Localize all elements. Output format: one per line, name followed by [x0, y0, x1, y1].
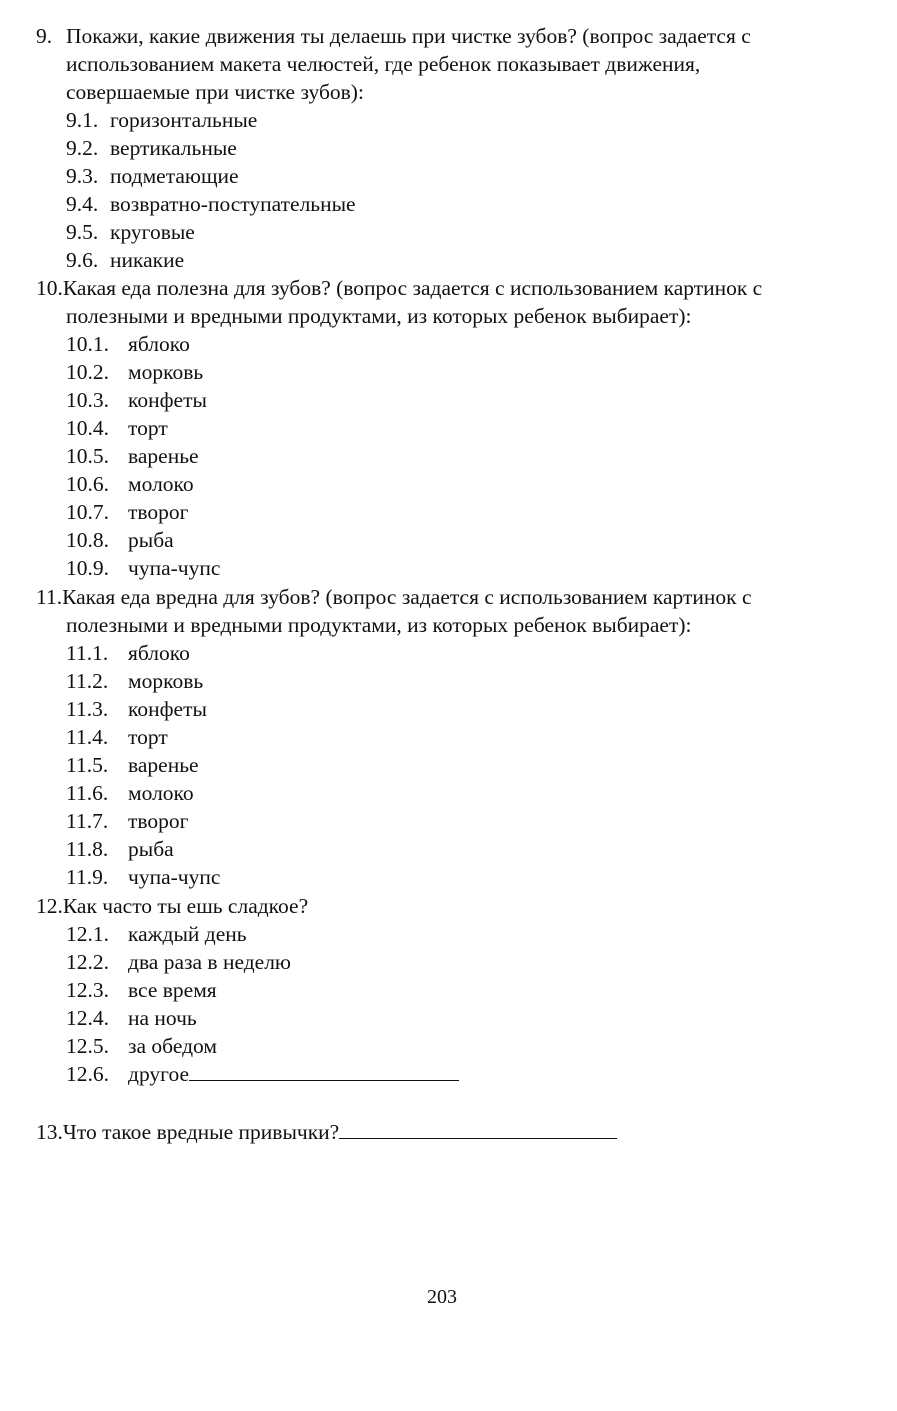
option-11-4	[66, 723, 168, 751]
option-text: круговые	[110, 220, 195, 244]
option-text: два раза в неделю	[128, 950, 291, 974]
question-number: 13.	[36, 1120, 63, 1144]
option-text: подметающие	[110, 164, 239, 188]
option-10-9	[66, 554, 220, 582]
option-10-8	[66, 526, 174, 554]
option-9-6	[66, 246, 184, 274]
option-number: 10.8.	[66, 528, 109, 552]
option-number: 11.3.	[66, 697, 109, 721]
option-text: рыба	[128, 528, 174, 552]
option-9-1	[66, 106, 257, 134]
option-text: чупа-чупс	[128, 865, 221, 889]
option-10-3	[66, 386, 207, 414]
answer-blank-line[interactable]	[189, 1060, 459, 1081]
option-text: чупа-чупс	[128, 556, 221, 580]
option-10-5	[66, 442, 199, 470]
option-number: 10.3.	[66, 388, 109, 412]
question-9-line-1	[36, 22, 751, 50]
option-text: вертикальные	[110, 136, 237, 160]
question-12-line-1	[36, 892, 308, 920]
option-10-4	[66, 414, 168, 442]
option-number: 10.7.	[66, 500, 109, 524]
option-12-3	[66, 976, 217, 1004]
option-12-6	[66, 1060, 459, 1088]
option-text: на ночь	[128, 1006, 197, 1030]
option-9-4	[66, 190, 356, 218]
question-text: Какая еда вредна для зубов? (вопрос задается с использованием картинок с	[62, 585, 752, 609]
option-text: яблоко	[128, 332, 190, 356]
question-9-line-3: совершаемые при чистке зубов):	[66, 80, 364, 104]
option-text: никакие	[110, 248, 185, 272]
option-text: торт	[128, 416, 168, 440]
option-number: 11.1.	[66, 641, 109, 665]
option-text: творог	[128, 809, 189, 833]
option-number: 12.5.	[66, 1034, 109, 1058]
option-text: за обедом	[128, 1034, 217, 1058]
option-number: 11.7.	[66, 809, 109, 833]
option-text: молоко	[128, 781, 194, 805]
option-11-9	[66, 863, 220, 891]
option-11-6	[66, 779, 194, 807]
question-number: 10.	[36, 276, 63, 300]
question-number: 11.	[36, 585, 63, 609]
option-11-3	[66, 695, 207, 723]
option-text: возвратно-поступательные	[110, 192, 356, 216]
option-text: варенье	[128, 753, 199, 777]
option-number: 12.2.	[66, 950, 109, 974]
option-number: 11.9.	[66, 865, 109, 889]
option-number: 11.8.	[66, 837, 109, 861]
option-number: 11.2.	[66, 669, 109, 693]
option-number: 11.6.	[66, 781, 109, 805]
option-text: морковь	[128, 669, 204, 693]
option-number: 12.1.	[66, 922, 109, 946]
question-9-line-2: использованием макета челюстей, где ребенок показывает движения,	[66, 52, 701, 76]
option-11-1	[66, 639, 190, 667]
option-12-5	[66, 1032, 217, 1060]
option-number: 12.6.	[66, 1062, 109, 1086]
option-number: 9.5.	[66, 220, 99, 244]
option-text: рыба	[128, 837, 174, 861]
option-number: 10.4.	[66, 416, 109, 440]
option-text: каждый день	[128, 922, 247, 946]
question-11-line-1	[36, 583, 752, 611]
answer-blank-line[interactable]	[339, 1118, 617, 1139]
option-text: молоко	[128, 472, 194, 496]
option-10-2	[66, 358, 203, 386]
question-text: Что такое вредные привычки?	[62, 1120, 340, 1144]
option-number: 11.4.	[66, 725, 109, 749]
option-9-2	[66, 134, 237, 162]
option-number: 10.6.	[66, 472, 109, 496]
option-number: 12.4.	[66, 1006, 109, 1030]
option-text: конфеты	[128, 697, 207, 721]
question-text: Какая еда полезна для зубов? (вопрос задается с использованием картинок с	[62, 276, 763, 300]
question-11-line-2: полезными и вредными продуктами, из которых ребенок выбирает):	[66, 613, 692, 637]
option-9-3	[66, 162, 239, 190]
question-number: 12.	[36, 894, 63, 918]
option-12-1	[66, 920, 247, 948]
option-11-2	[66, 667, 203, 695]
option-text: горизонтальные	[110, 108, 258, 132]
option-10-7	[66, 498, 188, 526]
question-text: Покажи, какие движения ты делаешь при чистке зубов? (вопрос задается с	[66, 24, 751, 48]
option-text: торт	[128, 725, 168, 749]
option-number: 11.5.	[66, 753, 109, 777]
option-text: морковь	[128, 360, 204, 384]
option-number: 9.1.	[66, 108, 99, 132]
question-number: 9.	[36, 24, 53, 48]
question-text: Как часто ты ешь сладкое?	[62, 894, 309, 918]
option-number: 10.1.	[66, 332, 109, 356]
option-12-2	[66, 948, 291, 976]
option-number: 10.2.	[66, 360, 109, 384]
option-10-6	[66, 470, 194, 498]
option-text: творог	[128, 500, 189, 524]
option-11-5	[66, 751, 199, 779]
option-text: конфеты	[128, 388, 207, 412]
option-text: другое	[128, 1062, 189, 1086]
option-number: 9.4.	[66, 192, 99, 216]
option-text: яблоко	[128, 641, 190, 665]
option-11-7	[66, 807, 188, 835]
option-text: все время	[128, 978, 217, 1002]
option-text: варенье	[128, 444, 199, 468]
option-number: 10.5.	[66, 444, 109, 468]
option-number: 12.3.	[66, 978, 109, 1002]
option-11-8	[66, 835, 174, 863]
question-10-line-1	[36, 274, 762, 302]
option-number: 10.9.	[66, 556, 109, 580]
question-13-line-1	[36, 1118, 617, 1146]
option-number: 9.2.	[66, 136, 99, 160]
option-number: 9.6.	[66, 248, 99, 272]
option-9-5	[66, 218, 195, 246]
option-10-1	[66, 330, 190, 358]
option-number: 9.3.	[66, 164, 99, 188]
option-12-4	[66, 1004, 197, 1032]
question-10-line-2: полезными и вредными продуктами, из которых ребенок выбирает):	[66, 304, 692, 328]
page-number: 203	[427, 1286, 457, 1308]
